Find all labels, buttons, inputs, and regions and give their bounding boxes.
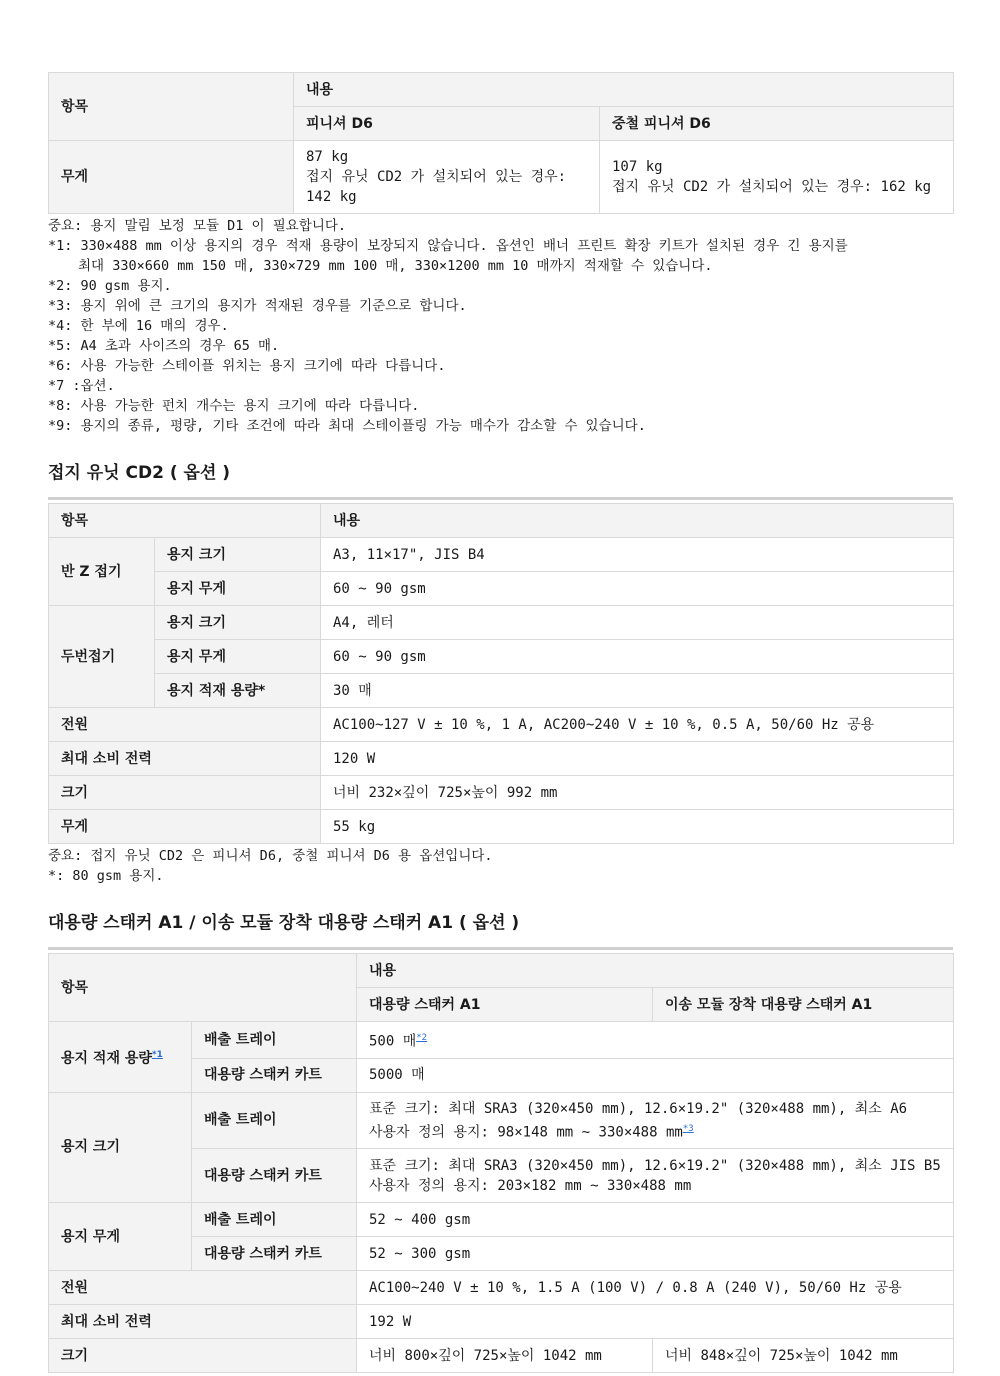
weight-value: 55 kg: [321, 810, 954, 844]
header-content: 내용: [294, 73, 954, 107]
note-star: *: 80 gsm 용지.: [48, 868, 164, 884]
section-title-folding-unit: 접지 유닛 CD2 ( 옵션 ): [48, 458, 953, 500]
header-item: 항목: [49, 504, 321, 538]
two-fold-paper-size-value: A4, 레터: [321, 606, 954, 640]
power-value: AC100~127 V ± 10 %, 1 A, AC200~240 V ± 10 %, 0.5 A, 50/60 Hz 공용: [321, 708, 954, 742]
paper-size-cart-label: 대용량 스태커 카트: [192, 1149, 357, 1203]
two-fold-capacity-value: 30 매: [321, 674, 954, 708]
capacity-output-tray-label: 배출 트레이: [192, 1022, 357, 1059]
note-7: *7 :옵션.: [48, 378, 115, 394]
z-fold-paper-weight-label: 용지 무게: [155, 572, 321, 606]
paper-size-label: 용지 크기: [49, 1092, 192, 1203]
z-fold-paper-size-value: A3, 11×17", JIS B4: [321, 538, 954, 572]
paper-size-tray-custom-line: [369, 1119, 941, 1143]
note-3: *3: 용지 위에 큰 크기의 용지가 적재된 경우를 기준으로 합니다.: [48, 298, 467, 314]
two-fold-paper-weight-value: 60 ~ 90 gsm: [321, 640, 954, 674]
max-power-value: 192 W: [357, 1305, 954, 1339]
two-fold-paper-size-label: 용지 크기: [155, 606, 321, 640]
capacity-output-tray-text: 500 매: [369, 1033, 417, 1050]
footnotes-2: [48, 846, 953, 886]
footnote-link-1[interactable]: *1: [151, 1050, 163, 1060]
paper-weight-cart-label: 대용량 스태커 카트: [192, 1237, 357, 1271]
stacker-table: [48, 953, 954, 1373]
section-title-stacker: 대용량 스태커 A1 / 이송 모듈 장착 대용량 스태커 A1 ( 옵션 ): [48, 908, 953, 950]
document-page: [48, 72, 953, 1373]
paper-size-output-tray-value: [357, 1092, 954, 1149]
z-fold-label: 반 Z 접기: [49, 538, 155, 606]
paper-weight-output-tray-label: 배출 트레이: [192, 1203, 357, 1237]
power-label: 전원: [49, 708, 321, 742]
max-power-label: 최대 소비 전력: [49, 742, 321, 776]
note-9: *9: 용지의 종류, 평량, 기타 조건에 따라 최대 스테이플링 가능 매수가 감소할 수 있습니다.: [48, 418, 646, 434]
paper-size-output-tray-label: 배출 트레이: [192, 1092, 357, 1149]
paper-size-tray-standard: 표준 크기: 최대 SRA3 (320×450 mm), 12.6×19.2" (320×488 mm), 최소 A6: [369, 1100, 908, 1117]
finisher-weight-cd2-text: 접지 유닛 CD2 가 설치되어 있는 경우:: [306, 169, 567, 185]
paper-weight-label: 용지 무게: [49, 1203, 192, 1271]
note-1-cont: 최대 330×660 mm 150 매, 330×729 mm 100 매, 330×1200 mm 10 매까지 적재할 수 있습니다.: [78, 258, 713, 274]
header-item: 항목: [49, 73, 294, 141]
folding-unit-table: [48, 503, 954, 844]
two-fold-label: 두번접기: [49, 606, 155, 708]
finisher-weight-table: [48, 72, 954, 214]
paper-size-cart-custom: 사용자 정의 용지: 203×182 mm ~ 330×488 mm: [369, 1177, 692, 1194]
paper-size-cart-standard: 표준 크기: 최대 SRA3 (320×450 mm), 12.6×19.2" (320×488 mm), 최소 JIS B5: [369, 1157, 941, 1174]
note-4: *4: 한 부에 16 매의 경우.: [48, 318, 229, 334]
header-saddle-finisher-d6: 중철 피니셔 D6: [600, 107, 954, 141]
note-1: *1: 330×488 mm 이상 용지의 경우 적재 용량이 보장되지 않습니다. 옵션인 배너 프린트 확장 키트가 설치된 경우 긴 용지를: [48, 238, 848, 254]
two-fold-capacity-label: 용지 적재 용량*: [155, 674, 321, 708]
header-stacker-a1: 대용량 스태커 A1: [357, 988, 653, 1022]
capacity-label-text: 용지 적재 용량: [61, 1050, 152, 1067]
row-label-weight: 무게: [49, 141, 294, 214]
z-fold-paper-size-label: 용지 크기: [155, 538, 321, 572]
dimensions-label: 크기: [49, 1339, 357, 1373]
max-power-value: 120 W: [321, 742, 954, 776]
size-label: 크기: [49, 776, 321, 810]
z-fold-paper-weight-value: 60 ~ 90 gsm: [321, 572, 954, 606]
cell-saddle-finisher-weight: [600, 141, 954, 214]
max-power-label: 최대 소비 전력: [49, 1305, 357, 1339]
saddle-weight-cd2-text: 접지 유닛 CD2 가 설치되어 있는 경우: 162 kg: [612, 179, 932, 195]
power-label: 전원: [49, 1271, 357, 1305]
size-value: 너비 232×깊이 725×높이 992 mm: [321, 776, 954, 810]
two-fold-paper-weight-label: 용지 무게: [155, 640, 321, 674]
dimensions-stacker-a1-transport: 너비 848×깊이 725×높이 1042 mm: [653, 1339, 954, 1373]
weight-label: 무게: [49, 810, 321, 844]
note-6: *6: 사용 가능한 스테이플 위치는 용지 크기에 따라 다릅니다.: [48, 358, 446, 374]
capacity-label: [49, 1022, 192, 1093]
paper-weight-output-tray-value: 52 ~ 400 gsm: [357, 1203, 954, 1237]
finisher-weight-value: 87 kg: [306, 149, 349, 165]
note-8: *8: 사용 가능한 펀치 개수는 용지 크기에 따라 다릅니다.: [48, 398, 420, 414]
cell-finisher-weight: [294, 141, 600, 214]
paper-size-cart-value: [357, 1149, 954, 1203]
note-important-cd2: 중요: 접지 유닛 CD2 은 피니셔 D6, 중철 피니셔 D6 용 옵션입니다.: [48, 848, 493, 864]
saddle-weight-value: 107 kg: [612, 159, 663, 175]
footnotes-1: [48, 216, 953, 436]
power-value: AC100~240 V ± 10 %, 1.5 A (100 V) / 0.8 A (240 V), 50/60 Hz 공용: [357, 1271, 954, 1305]
header-finisher-d6: 피니셔 D6: [294, 107, 600, 141]
footnote-link-2[interactable]: *2: [416, 1033, 428, 1043]
paper-weight-cart-value: 52 ~ 300 gsm: [357, 1237, 954, 1271]
finisher-weight-cd2-value: 142 kg: [306, 189, 357, 205]
note-5: *5: A4 초과 사이즈의 경우 65 매.: [48, 338, 280, 354]
dimensions-stacker-a1: 너비 800×깊이 725×높이 1042 mm: [357, 1339, 653, 1373]
header-content: 내용: [321, 504, 954, 538]
note-2: *2: 90 gsm 용지.: [48, 278, 172, 294]
header-item: 항목: [49, 954, 357, 1022]
note-important: 중요: 용지 말림 보정 모듈 D1 이 필요합니다.: [48, 218, 347, 234]
capacity-output-tray-value: [357, 1022, 954, 1059]
footnote-link-3[interactable]: *3: [682, 1123, 694, 1134]
header-content: 내용: [357, 954, 954, 988]
capacity-cart-label: 대용량 스태커 카트: [192, 1058, 357, 1092]
header-stacker-a1-transport: 이송 모듈 장착 대용량 스태커 A1: [653, 988, 954, 1022]
capacity-cart-value: 5000 매: [357, 1058, 954, 1092]
paper-size-tray-custom: 사용자 정의 용지: 98×148 mm ~ 330×488 mm: [369, 1124, 683, 1141]
